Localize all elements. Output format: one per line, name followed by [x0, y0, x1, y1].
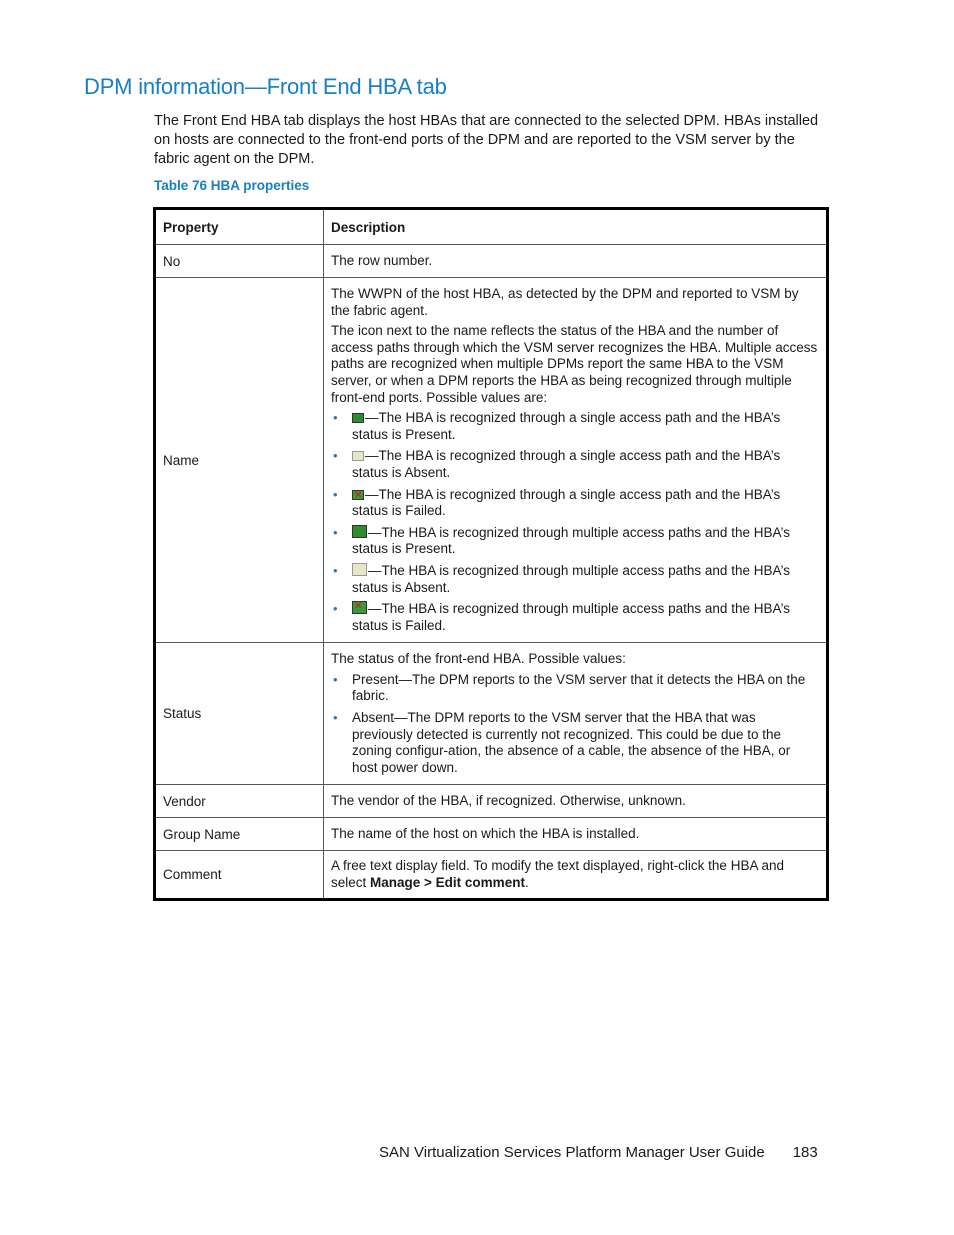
bullet-icon: • — [333, 671, 338, 687]
header-property: Property — [155, 209, 324, 245]
section-heading: DPM information—Front End HBA tab — [84, 74, 447, 99]
bullet-icon: • — [333, 562, 338, 578]
name-description-para2: The icon next to the name reflects the status of the HBA and the number of access paths through which the VSM server recognizes the HBA. Multiple access paths are recognized when multiple DPMs report the same HBA to the VSM server, or when a DPM reports the HBA as being recognized through multiple front-end ports. Possible values are: — [331, 323, 818, 405]
property-cell: Name — [155, 278, 324, 643]
table-header-row — [155, 209, 828, 245]
list-item-text: Absent—The DPM reports to the VSM server that the HBA that was previously detected is currently not recognized. This could be due to the zoning configur-ation, the absence of a cable, the absence of the HBA, or host power down. — [352, 710, 791, 775]
hba-properties-table — [153, 207, 829, 901]
icon-values-list — [331, 410, 819, 634]
page-footer — [379, 1144, 818, 1161]
bullet-icon: • — [333, 524, 338, 540]
list-item-text: Present—The DPM reports to the VSM server that it detects the HBA on the fabric. — [352, 671, 806, 704]
list-item-text: —The HBA is recognized through multiple access paths and the HBA’s status is Present. — [352, 524, 790, 557]
property-cell: Vendor — [155, 785, 324, 818]
footer-title: SAN Virtualization Services Platform Manager User Guide — [379, 1144, 765, 1161]
status-description-intro: The status of the front-end HBA. Possible values: — [331, 651, 626, 667]
hba-multi-absent-icon — [352, 563, 367, 576]
list-item-text: —The HBA is recognized through a single access path and the HBA’s status is Present. — [352, 410, 781, 442]
header-description: Description — [324, 209, 828, 245]
table-row — [155, 818, 828, 851]
hba-single-present-icon — [352, 413, 364, 423]
list-item — [331, 672, 819, 705]
list-item — [331, 710, 819, 776]
description-cell — [324, 643, 828, 785]
list-item — [331, 525, 819, 558]
list-item-text: —The HBA is recognized through multiple access paths and the HBA’s status is Failed. — [352, 601, 790, 633]
comment-text: A free text display field. To modify the text displayed, right-click the HBA and select — [331, 858, 784, 890]
table-row — [155, 245, 828, 278]
hba-single-failed-icon — [352, 490, 364, 500]
table-row — [155, 785, 828, 818]
list-item — [331, 410, 819, 443]
table-caption: Table 76 HBA properties — [154, 178, 310, 193]
list-item-text: —The HBA is recognized through a single access path and the HBA’s status is Failed. — [352, 486, 781, 519]
property-cell: No — [155, 245, 324, 278]
description-cell: The row number. — [324, 245, 828, 278]
property-cell: Status — [155, 643, 324, 785]
description-cell: The vendor of the HBA, if recognized. Otherwise, unknown. — [324, 785, 828, 818]
table-row — [155, 851, 828, 900]
list-item — [331, 448, 819, 481]
description-cell — [324, 851, 828, 900]
hba-multi-failed-icon — [352, 601, 367, 614]
description-cell — [324, 278, 828, 643]
menu-path: Manage > Edit comment — [370, 874, 525, 890]
list-item — [331, 487, 819, 520]
property-cell: Group Name — [155, 818, 324, 851]
list-item-text: —The HBA is recognized through a single access path and the HBA’s status is Absent. — [352, 448, 781, 480]
bullet-icon: • — [333, 486, 338, 502]
hba-single-absent-icon — [352, 451, 364, 461]
page-number: 183 — [792, 1144, 818, 1161]
intro-paragraph: The Front End HBA tab displays the host HBAs that are connected to the selected DPM. HBAs installed on hosts are connected to the front-end ports of the DPM and are reported to the VSM server by the fabric agent on the DPM. — [154, 113, 819, 167]
list-item — [331, 563, 819, 596]
property-cell: Comment — [155, 851, 324, 900]
hba-multi-present-icon — [352, 525, 367, 538]
status-values-list — [331, 672, 819, 777]
table-row — [155, 643, 828, 785]
bullet-icon: • — [333, 601, 338, 617]
comment-suffix: . — [524, 874, 529, 890]
list-item-text: —The HBA is recognized through multiple access paths and the HBA’s status is Absent. — [352, 562, 790, 595]
bullet-icon: • — [333, 410, 338, 426]
description-cell: The name of the host on which the HBA is installed. — [324, 818, 828, 851]
bullet-icon: • — [333, 710, 338, 726]
name-description-para1: The WWPN of the host HBA, as detected by the DPM and reported to VSM by the fabric agent. — [331, 286, 799, 318]
table-row — [155, 278, 828, 643]
bullet-icon: • — [333, 448, 338, 464]
list-item — [331, 601, 819, 634]
